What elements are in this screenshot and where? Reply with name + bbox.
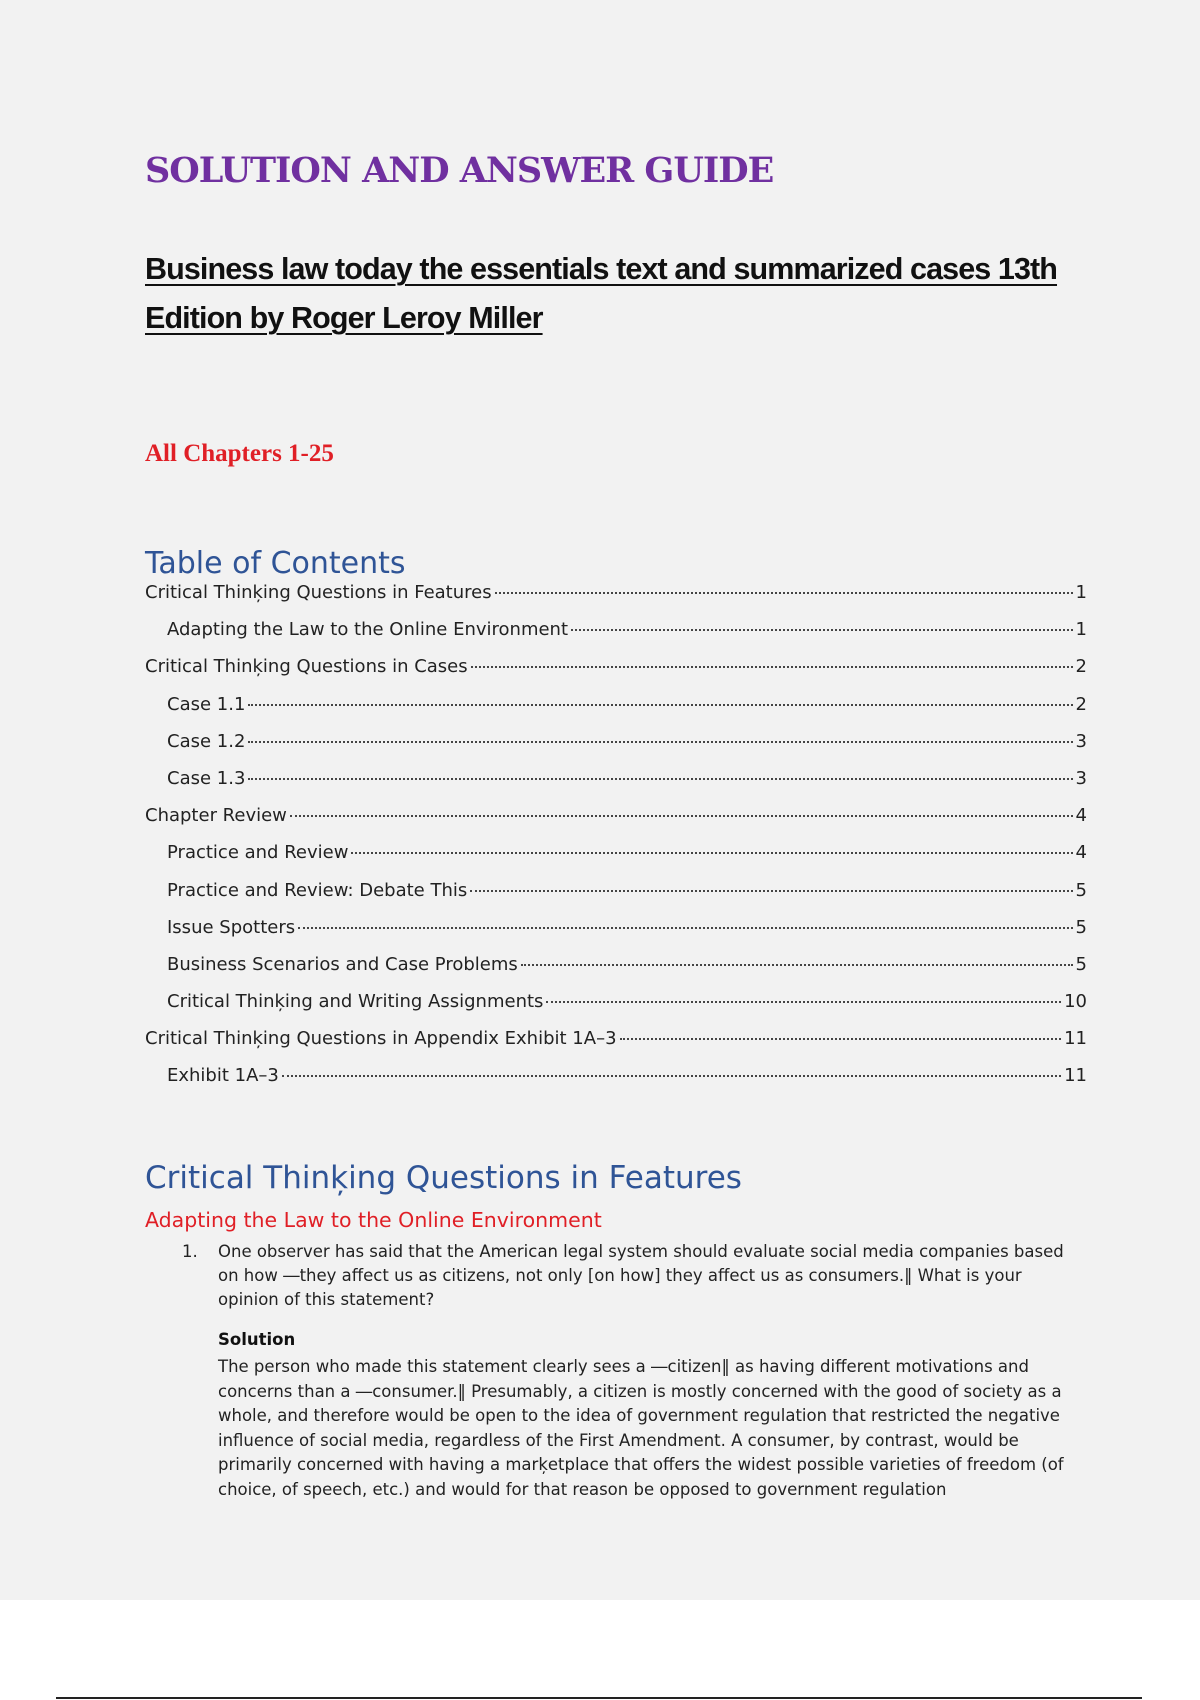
toc-entry-title: Chapter Review: [145, 805, 287, 827]
toc-entry-title: Critical Thinķing Questions in Appendix Exhibit 1A–3: [145, 1028, 617, 1050]
question-text: One observer has said that the American legal system should evaluate social media companies based on how ―they affect us as citizens, not only [on how] they affect us as consumers.‖ What is your opinion of this statement?: [218, 1242, 1064, 1309]
toc-entry[interactable]: [145, 991, 1087, 1028]
toc-entry[interactable]: [145, 880, 1087, 917]
toc-entry-title: Case 1.3: [167, 767, 246, 789]
toc-page-number: 2: [1075, 656, 1087, 678]
toc-dot-leader: [521, 964, 1073, 966]
toc-entry-title: Issue Spotters: [167, 916, 296, 938]
toc-dot-leader: [571, 629, 1073, 631]
section-heading: Critical Thinķing Questions in Features: [145, 1160, 742, 1196]
toc-entry[interactable]: [145, 842, 1087, 879]
toc-dot-leader: [248, 704, 1072, 706]
toc-entry-title: Exhibit 1A–3: [167, 1065, 279, 1087]
book-title: Business law today the essentials text and summarized cases 13th Edition by Roger Leroy Miller: [145, 252, 1058, 335]
question-item: [182, 1240, 1082, 1312]
toc-dot-leader: [290, 815, 1073, 817]
toc-entry[interactable]: [145, 1028, 1087, 1065]
toc-entry[interactable]: [145, 954, 1087, 991]
toc-entry[interactable]: [145, 582, 1087, 619]
toc-page-number: 4: [1075, 842, 1087, 864]
chapters-label: All Chapters 1-25: [145, 440, 334, 467]
toc-entry-title: Critical Thinķing and Writing Assignments: [167, 991, 544, 1013]
toc-dot-leader: [282, 1075, 1061, 1077]
guide-title: SOLUTION AND ANSWER GUIDE: [145, 150, 774, 191]
toc-dot-leader: [546, 1001, 1061, 1003]
solution-text: The person who made this statement clearly sees a ―citizen‖ as having different motivations and concerns than a ―consumer.‖ Presumably, a citizen is mostly concerned with the good of society as a whole, and therefore would be open to the idea of government regulation that restricted the negative influence of social media, regardless of the First Amendment. A consumer, by contrast, would be primarily concerned with having a marķetplace that offers the widest possible varieties of freedom (of choice, of speech, etc.) and would for that reason be opposed to government regulation: [218, 1357, 1064, 1499]
toc-entry-title: Practice and Review: [167, 842, 349, 864]
toc-entry-title: Case 1.2: [167, 730, 246, 752]
table-of-contents: [145, 582, 1087, 1103]
toc-page-number: 3: [1075, 730, 1087, 752]
toc-dot-leader: [248, 778, 1072, 780]
solution-label: Solution: [218, 1330, 296, 1349]
section-subheading: Adapting the Law to the Online Environment: [145, 1208, 602, 1232]
toc-entry[interactable]: [145, 656, 1087, 693]
toc-entry-title: Critical Thinķing Questions in Features: [145, 582, 492, 603]
toc-entry[interactable]: [145, 917, 1087, 954]
toc-page-number: 5: [1075, 879, 1087, 901]
toc-page-number: 1: [1075, 582, 1087, 603]
toc-entry-title: Adapting the Law to the Online Environment: [167, 619, 569, 641]
toc-dot-leader: [470, 890, 1072, 892]
toc-entry-title: Critical Thinķing Questions in Cases: [145, 656, 468, 678]
toc-page-number: 1: [1075, 619, 1087, 641]
toc-page-number: 11: [1064, 1028, 1087, 1050]
toc-entry-title: Case 1.1: [167, 693, 246, 715]
toc-heading: Table of Contents: [145, 546, 406, 581]
toc-entry[interactable]: [145, 731, 1087, 768]
toc-dot-leader: [495, 592, 1073, 594]
toc-page-number: 4: [1075, 805, 1087, 827]
toc-entry[interactable]: [145, 619, 1087, 656]
toc-page-number: 2: [1075, 693, 1087, 715]
toc-dot-leader: [298, 927, 1072, 929]
footer-divider: [56, 1697, 1142, 1699]
toc-entry[interactable]: [145, 805, 1087, 842]
toc-page-number: 5: [1075, 916, 1087, 938]
toc-dot-leader: [351, 852, 1072, 854]
toc-page-number: 10: [1064, 991, 1087, 1013]
toc-entry[interactable]: [145, 1065, 1087, 1102]
toc-entry[interactable]: [145, 768, 1087, 805]
toc-entry-title: Practice and Review: Debate This: [167, 879, 468, 901]
toc-dot-leader: [471, 666, 1073, 668]
toc-dot-leader: [248, 741, 1072, 743]
toc-entry-title: Business Scenarios and Case Problems: [167, 953, 518, 975]
toc-entry[interactable]: [145, 694, 1087, 731]
question-number: 1.: [182, 1242, 198, 1261]
toc-page-number: 5: [1075, 953, 1087, 975]
toc-page-number: 11: [1064, 1065, 1087, 1087]
toc-page-number: 3: [1075, 767, 1087, 789]
toc-dot-leader: [620, 1038, 1062, 1040]
